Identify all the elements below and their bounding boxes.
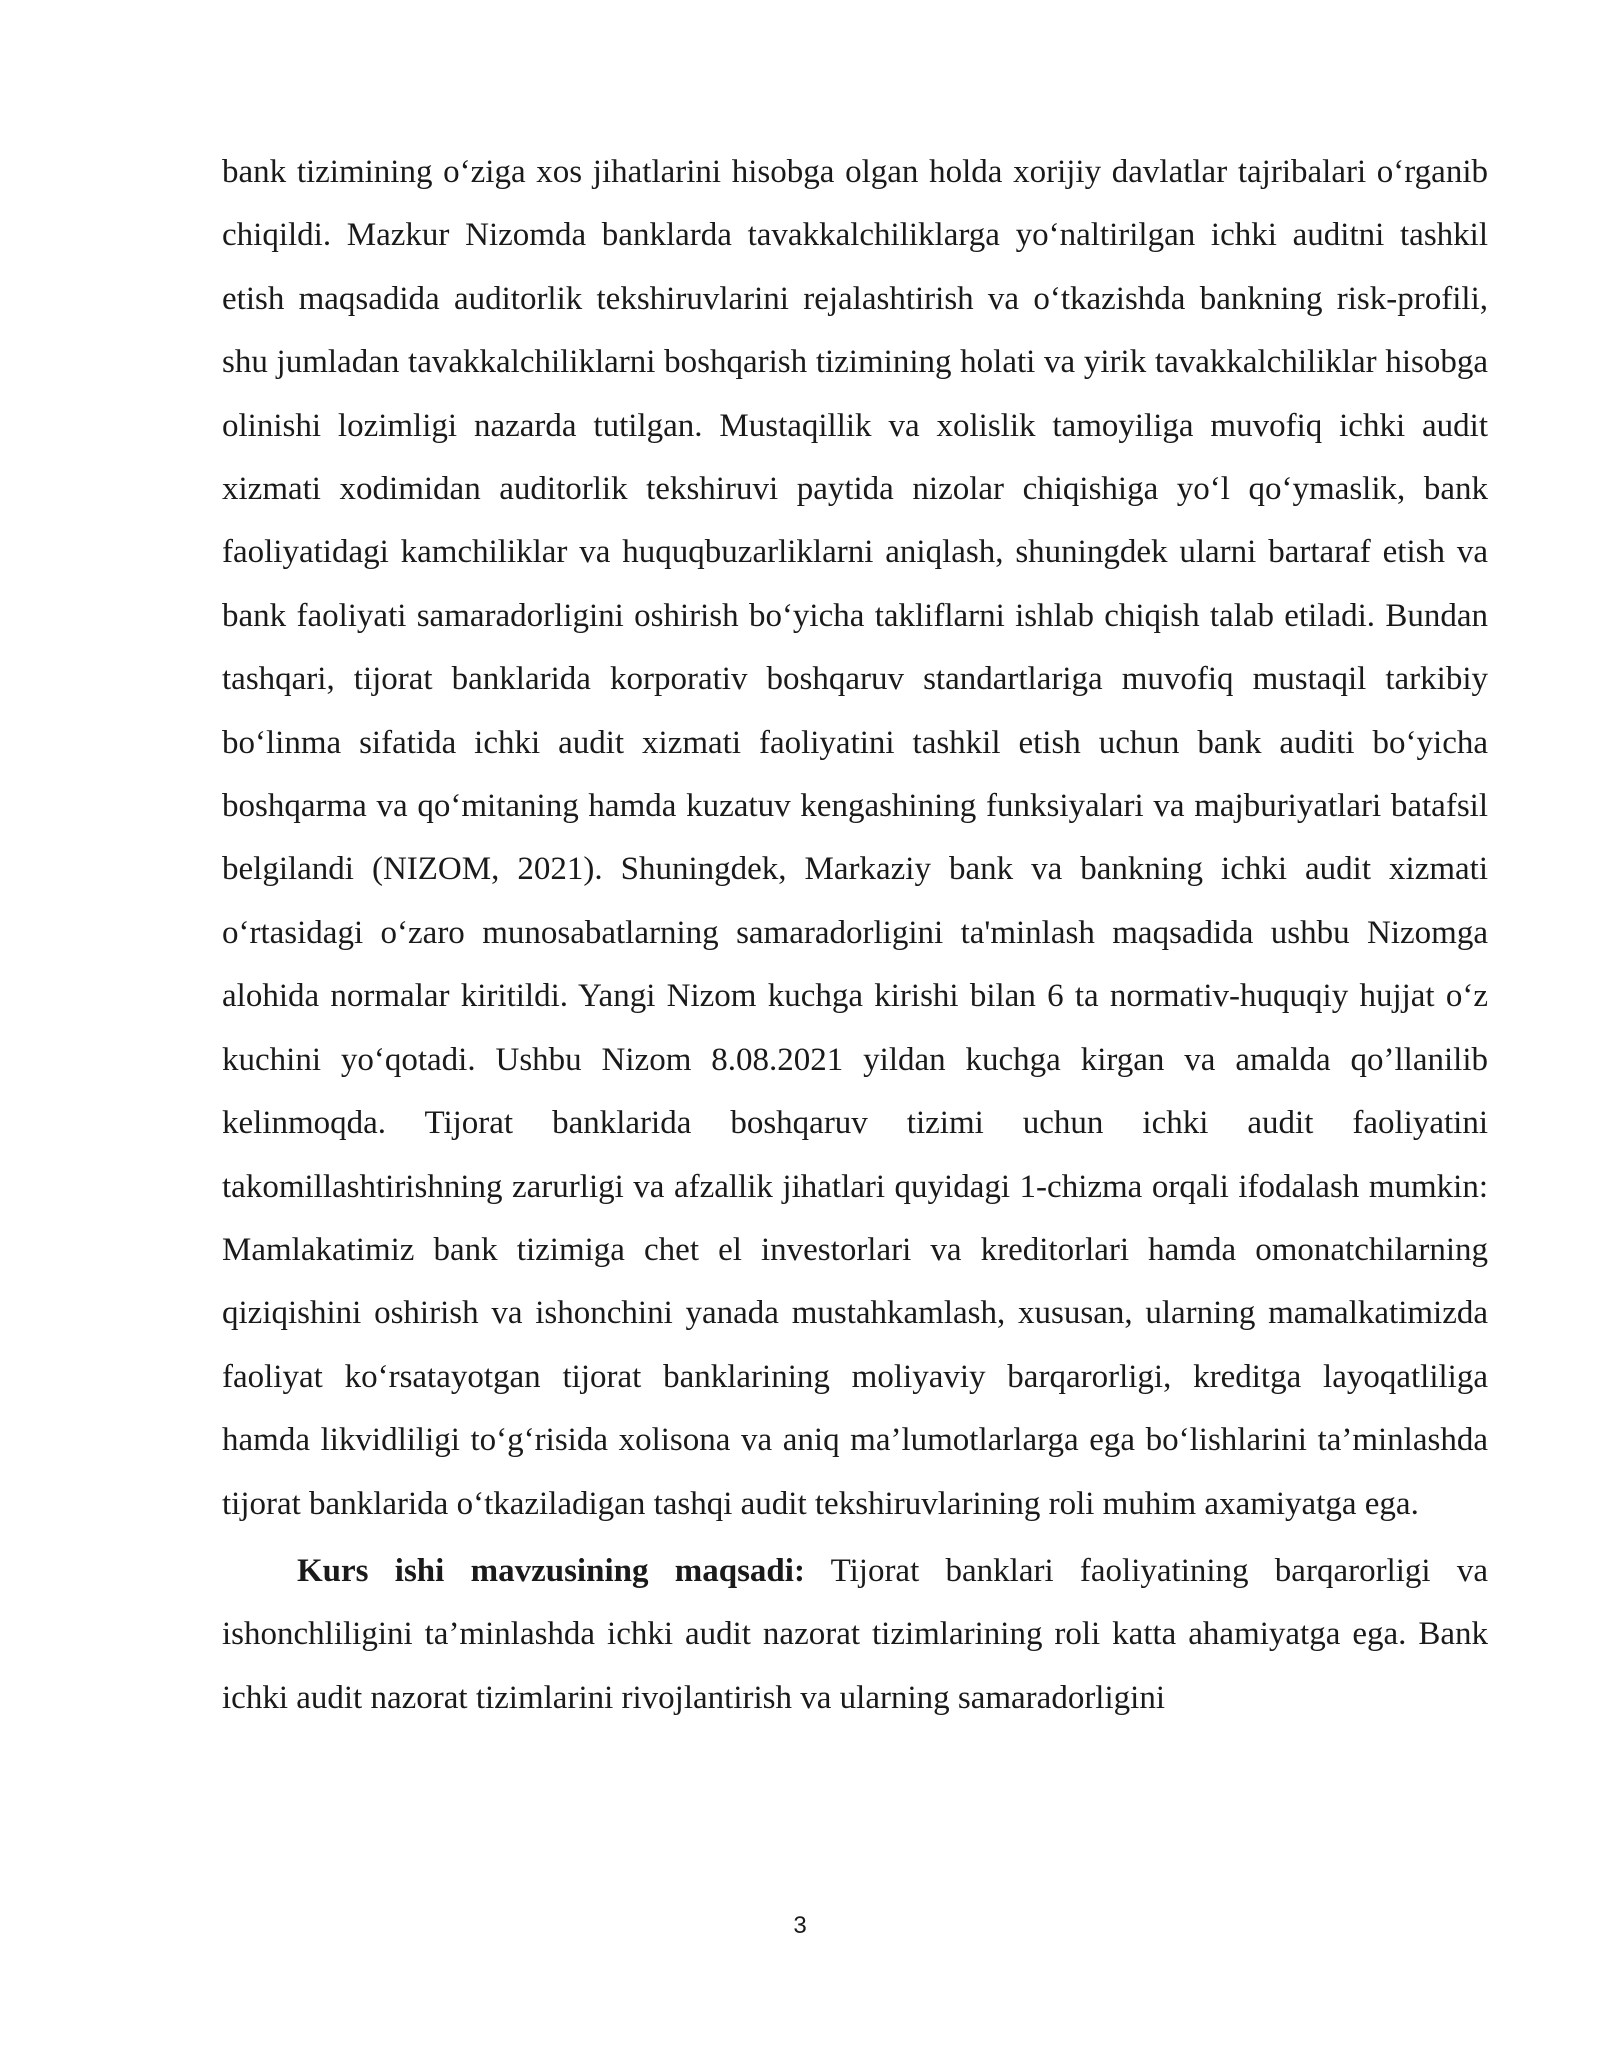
page-number: 3 <box>793 1912 807 1939</box>
purpose-text: Tijorat banklari faoliyatining barqarorligi va ishonchliligini ta’minlashda ichki audit nazorat tizimlarining roli katta ahamiyatga ega. Bank ichki audit nazorat tizimlarini rivojlantirish va ularning samaradorligini <box>222 1552 1488 1716</box>
paragraph-purpose <box>222 1540 1488 1730</box>
document-body <box>222 141 1488 1730</box>
paragraph-main: bank tizimining o‘ziga xos jihatlarini hisobga olgan holda xorijiy davlatlar tajribalari o‘rganib chiqildi. Mazkur Nizomda banklarda tavakkalchiliklarga yo‘naltirilgan ichki auditni tashkil etish maqsadida auditorlik tekshiruvlarini rejalashtirish va o‘tkazishda bankning risk-profili, shu jumladan tavakkalchiliklarni boshqarish tizimining holati va yirik tavakkalchiliklar hisobga olinishi lozimligi nazarda tutilgan. Mustaqillik va xolislik tamoyiliga muvofiq ichki audit xizmati xodimidan auditorlik tekshiruvi paytida nizolar chiqishiga yo‘l qo‘ymaslik, bank faoliyatidagi kamchiliklar va huquqbuzarliklarni aniqlash, shuningdek ularni bartaraf etish va bank faoliyati samaradorligini oshirish bo‘yicha takliflarni ishlab chiqish talab etiladi. Bundan tashqari, tijorat banklarida korporativ boshqaruv standartlariga muvofiq mustaqil tarkibiy bo‘linma sifatida ichki audit xizmati faoliyatini tashkil etish uchun bank auditi bo‘yicha boshqarma va qo‘mitaning hamda kuzatuv kengashining funksiyalari va majburiyatlari batafsil belgilandi (NIZOM, 2021). Shuningdek, Markaziy bank va bankning ichki audit xizmati o‘rtasidagi o‘zaro munosabatlarning samaradorligini ta'minlash maqsadida ushbu Nizomga alohida normalar kiritildi. Yangi Nizom kuchga kirishi bilan 6 ta normativ-huquqiy hujjat o‘z kuchini yo‘qotadi. Ushbu Nizom 8.08.2021 yildan kuchga kirgan va amalda qo’llanilib kelinmoqda. Tijorat banklarida boshqaruv tizimi uchun ichki audit faoliyatini takomillashtirishning zarurligi va afzallik jihatlari quyidagi 1-chizma orqali ifodalash mumkin: Mamlakatimiz bank tizimiga chet el investorlari va kreditorlari hamda omonatchilarning qiziqishini oshirish va ishonchini yanada mustahkamlash, xususan, ularning mamalkatimizda faoliyat ko‘rsatayotgan tijorat banklarining moliyaviy barqarorligi, kreditga layoqatliliga hamda likvidliligi to‘g‘risida xolisona va aniq ma’lumotlarlarga ega bo‘lishlarini ta’minlashda tijorat banklarida o‘tkaziladigan tashqi audit tekshiruvlarining roli muhim axamiyatga ega. <box>222 154 1488 1522</box>
purpose-heading: Kurs ishi mavzusining maqsadi: <box>297 1552 805 1589</box>
